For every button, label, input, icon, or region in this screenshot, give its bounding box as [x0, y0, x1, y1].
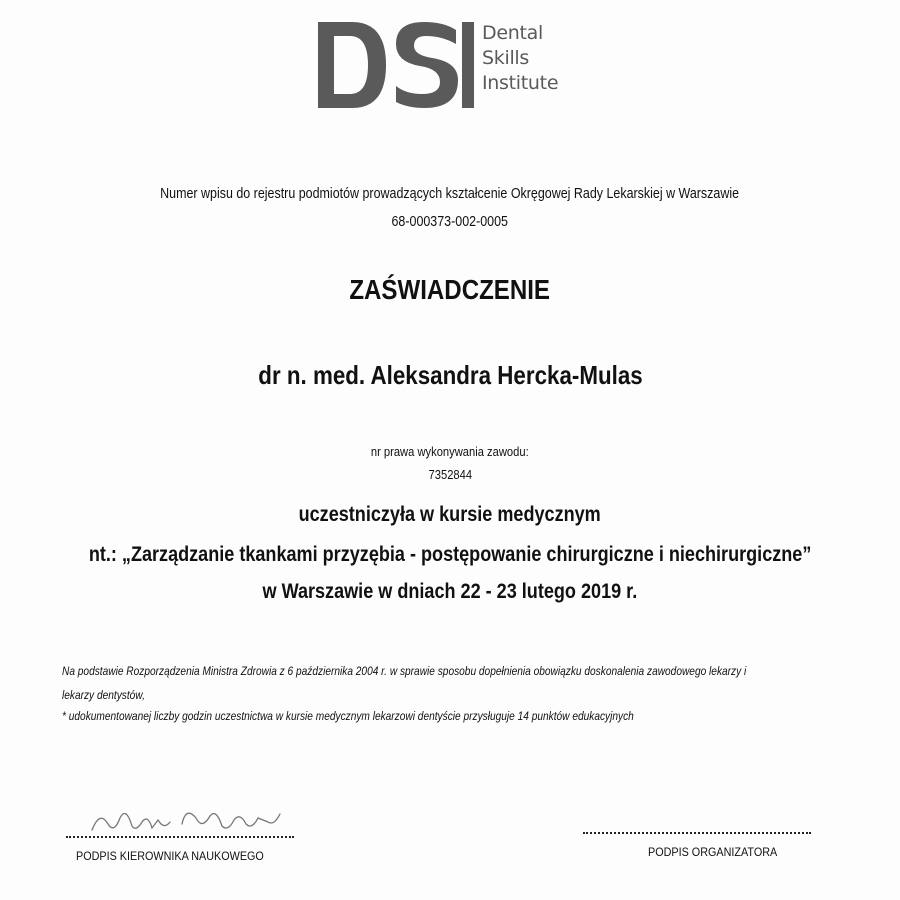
legal-note-footnote: * udokumentowanej liczby godzin uczestnictwa w kursie medycznym lekarzowi dentyście przysługuje 14 punktów edukacyjnych [62, 709, 634, 723]
dsi-logo [316, 18, 586, 112]
handwritten-signature [86, 800, 296, 840]
legal-note-line: lekarzy dentystów, [62, 688, 145, 702]
registry-line: Numer wpisu do rejestru podmiotów prowadzących kształcenie Okręgowej Rady Lekarskiej w Warszawie [160, 186, 740, 202]
signature-label-scientific-director: PODPIS KIEROWNIKA NAUKOWEGO [76, 849, 264, 863]
logo-word: Skills [482, 47, 529, 69]
signature-line-right [583, 832, 811, 834]
dsi-logo-words [482, 21, 558, 96]
course-place-date: w Warszawie w dniach 22 - 23 lutego 2019 r. [262, 580, 638, 603]
logo-word: Institute [482, 72, 559, 94]
legal-note-line: Na podstawie Rozporządzenia Ministra Zdrowia z 6 października 2004 r. w sprawie sposobu dopełnienia obowiązku doskonalenia zawodowego lekarzy i [62, 664, 747, 678]
logo-word: Dental [482, 22, 543, 44]
license-label: nr prawa wykonywania zawodu: [371, 444, 529, 459]
document-title: ZAŚWIADCZENIE [349, 274, 551, 305]
recipient-name: dr n. med. Aleksandra Hercka-Mulas [257, 360, 643, 390]
license-number: 7352844 [428, 467, 472, 482]
participation-statement: uczestniczyła w kursie medycznym [298, 503, 602, 526]
dsi-logo-mark [316, 18, 476, 112]
signature-line-left [66, 836, 294, 838]
registry-number: 68-000373-002-0005 [391, 214, 509, 230]
signature-label-organizer: PODPIS ORGANIZATORA [648, 845, 778, 859]
course-topic: nt.: „Zarządzanie tkankami przyzębia - postępowanie chirurgiczne i niechirurgiczne” [88, 543, 812, 566]
